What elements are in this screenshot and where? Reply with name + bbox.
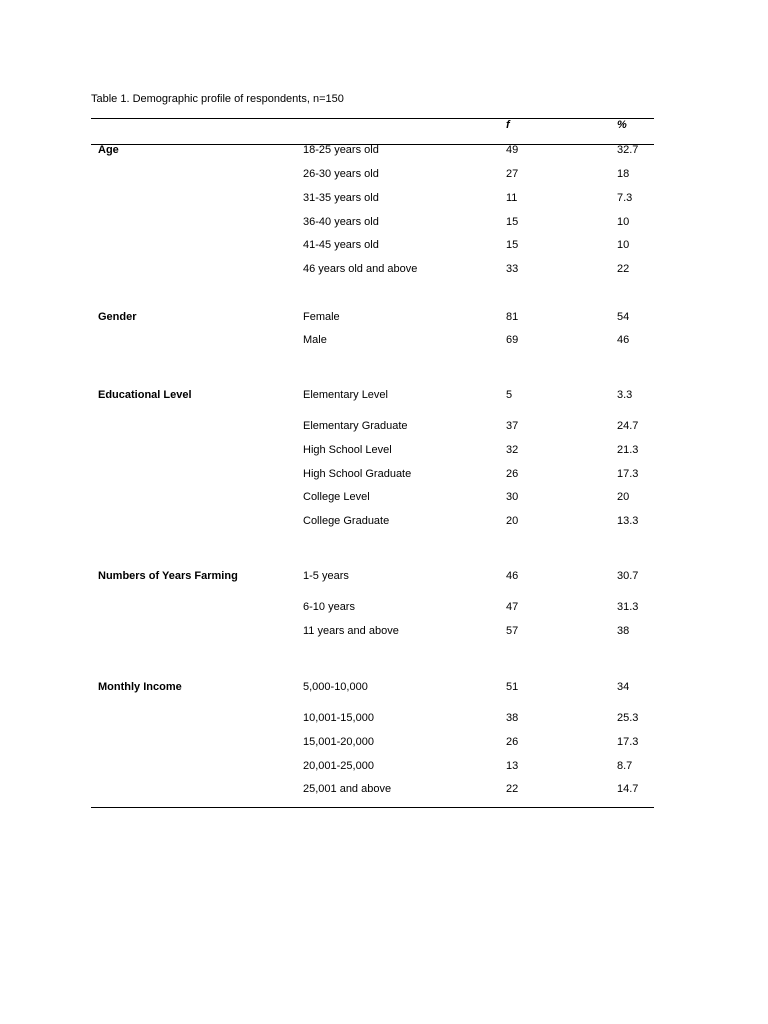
row-f: 33 xyxy=(506,263,519,275)
row-label: 15,001-20,000 xyxy=(303,736,374,748)
row-f: 47 xyxy=(506,601,519,613)
row-label: 36-40 years old xyxy=(303,216,379,228)
row-pct: 34 xyxy=(617,681,630,693)
row-pct: 14.7 xyxy=(617,783,639,795)
row-label: Elementary Level xyxy=(303,389,388,401)
row-pct: 30.7 xyxy=(617,570,639,582)
row-pct: 3.3 xyxy=(617,389,633,401)
row-pct: 13.3 xyxy=(617,515,639,527)
row-f: 13 xyxy=(506,760,519,772)
row-f: 26 xyxy=(506,468,519,480)
row-pct: 24.7 xyxy=(617,420,639,432)
category-gender: Gender xyxy=(98,311,137,323)
row-label: 20,001-25,000 xyxy=(303,760,374,772)
row-label: College Graduate xyxy=(303,515,390,527)
row-pct: 18 xyxy=(617,168,630,180)
category-years-farming: Numbers of Years Farming xyxy=(98,570,238,582)
row-pct: 10 xyxy=(617,239,630,251)
row-pct: 17.3 xyxy=(617,468,639,480)
row-f: 22 xyxy=(506,783,519,795)
row-label: 11 years and above xyxy=(303,625,399,637)
column-header-percent: % xyxy=(617,119,627,131)
row-f: 30 xyxy=(506,491,519,503)
row-pct: 38 xyxy=(617,625,630,637)
row-pct: 54 xyxy=(617,311,630,323)
category-monthly-income: Monthly Income xyxy=(98,681,182,693)
row-label: College Level xyxy=(303,491,370,503)
row-label: 26-30 years old xyxy=(303,168,379,180)
row-f: 38 xyxy=(506,712,519,724)
category-educational-level: Educational Level xyxy=(98,389,192,401)
row-pct: 7.3 xyxy=(617,192,633,204)
row-pct: 10 xyxy=(617,216,630,228)
row-f: 32 xyxy=(506,444,519,456)
row-label: 5,000-10,000 xyxy=(303,681,368,693)
row-f: 15 xyxy=(506,239,519,251)
row-pct: 46 xyxy=(617,334,630,346)
row-f: 37 xyxy=(506,420,519,432)
row-label: High School Level xyxy=(303,444,392,456)
row-label: 1-5 years xyxy=(303,570,349,582)
table-caption: Table 1. Demographic profile of respondents, n=150 xyxy=(91,93,344,105)
row-f: 20 xyxy=(506,515,519,527)
row-pct: 17.3 xyxy=(617,736,639,748)
row-label: 41-45 years old xyxy=(303,239,379,251)
row-label: 10,001-15,000 xyxy=(303,712,374,724)
row-label: Male xyxy=(303,334,327,346)
table-top-rule xyxy=(91,118,654,119)
row-pct: 20 xyxy=(617,491,630,503)
table-bottom-rule xyxy=(91,807,654,808)
row-label: 31-35 years old xyxy=(303,192,379,204)
column-header-f: f xyxy=(506,119,510,131)
row-f: 49 xyxy=(506,144,519,156)
row-pct: 22 xyxy=(617,263,630,275)
row-f: 46 xyxy=(506,570,519,582)
row-label: 25,001 and above xyxy=(303,783,392,795)
row-f: 5 xyxy=(506,389,513,401)
row-pct: 25.3 xyxy=(617,712,639,724)
row-label: High School Graduate xyxy=(303,468,412,480)
row-pct: 8.7 xyxy=(617,760,633,772)
row-label: 18-25 years old xyxy=(303,144,379,156)
row-label: 6-10 years xyxy=(303,601,355,613)
row-f: 51 xyxy=(506,681,519,693)
row-f: 11 xyxy=(506,192,518,204)
category-age: Age xyxy=(98,144,119,156)
row-f: 27 xyxy=(506,168,519,180)
row-f: 57 xyxy=(506,625,519,637)
row-f: 26 xyxy=(506,736,519,748)
row-f: 81 xyxy=(506,311,519,323)
row-pct: 32.7 xyxy=(617,144,639,156)
row-pct: 31.3 xyxy=(617,601,639,613)
row-f: 15 xyxy=(506,216,519,228)
row-pct: 21.3 xyxy=(617,444,639,456)
row-label: Female xyxy=(303,311,340,323)
row-label: Elementary Graduate xyxy=(303,420,408,432)
row-label: 46 years old and above xyxy=(303,263,418,275)
row-f: 69 xyxy=(506,334,519,346)
